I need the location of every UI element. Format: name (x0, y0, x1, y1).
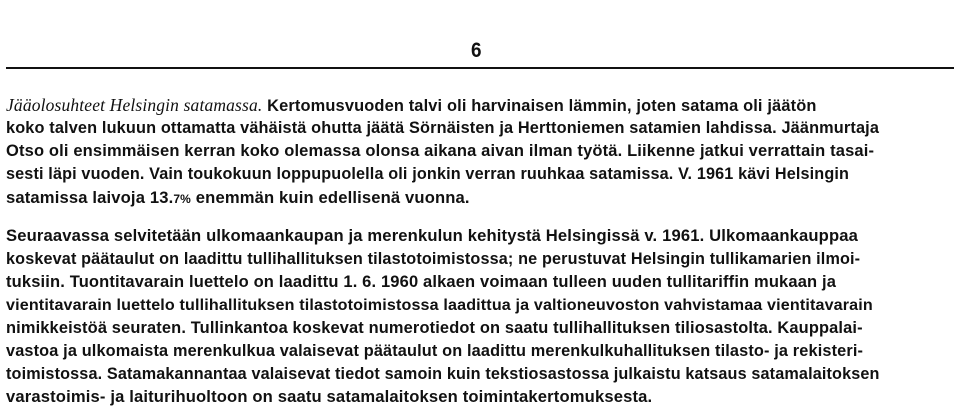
header-rule (6, 67, 954, 69)
paragraph-2-line-4: vientitavarain luettelo tullihallituksen tilastotoimistossa laadittua ja valtioneuvoston vahvistamaa vientitavarain (6, 296, 873, 314)
paragraph-2-line-1: Seuraavassa selvitetään ulkomaankaupan ja merenkulun kehitystä Helsingissä v. 1961. Ulkomaankauppaa (6, 226, 858, 245)
paragraph-2-line-3: tuksiin. Tuontitavarain luettelo on laadittu 1. 6. 1960 alkaen voimaan tulleen uuden tullitariffin mukaan ja (6, 273, 837, 291)
paragraph-1-line-3: Otso oli ensimmäisen kerran koko olemassa olonsa aikana aivan ilman työtä. Liikenne jatkui verrattain tasai- (6, 142, 875, 160)
paragraph-1-line-4: sesti läpi vuoden. Vain toukokuun loppupuolella oli jonkin verran ruuhkaa satamissa. V. 1961 kävi Helsingin (6, 165, 850, 183)
paragraph-1-line-1 (6, 95, 817, 116)
section-heading: Jääolosuhteet Helsingin satamassa. (6, 95, 263, 115)
paragraph-1-line-1-text: Kertomusvuoden talvi oli harvinaisen lämmin, joten satama oli jäätön (262, 97, 817, 115)
paragraph-2-line-6: vastoa ja ulkomaista merenkulkua valaisevat päätaulut on laadittu merenkulkuhallituksen tilasto- ja rekisteri- (6, 342, 864, 360)
paragraph-2-line-8: varastoimis- ja laiturihuoltoon on saatu satamalaitoksen toimintakertomuksesta. (6, 387, 653, 406)
paragraph-2-line-2: koskevat päätaulut on laadittu tullihallituksen tilastotoimistossa; ne perustuvat Helsingin tullikamarien ilmoi- (6, 250, 861, 268)
paragraph-1-line-5-a: satamissa laivoja 13. (6, 188, 174, 207)
paragraph-2-line-5: nimikkeistöä seuraten. Tullinkantoa koskevat numerotiedot on saatu tullihallituksen tiliosastolta. Kauppalai- (6, 319, 863, 337)
paragraph-1-line-2: koko talven lukuun ottamatta vähäistä ohutta jäätä Sörnäisten ja Herttoniemen satamien lahdissa. Jäänmurtaja (6, 119, 880, 137)
paragraph-1-line-5-b: 7% (173, 192, 192, 206)
page-number: 6 (471, 39, 482, 62)
paragraph-1-line-5-c: enemmän kuin edellisenä vuonna. (191, 188, 470, 207)
paragraph-1-line-5 (6, 188, 470, 209)
paragraph-2-line-7: toimistossa. Satamakannantaa valaisevat tiedot samoin kuin tekstiosastossa julkaistu katsaus satamalaitoksen (6, 365, 880, 383)
